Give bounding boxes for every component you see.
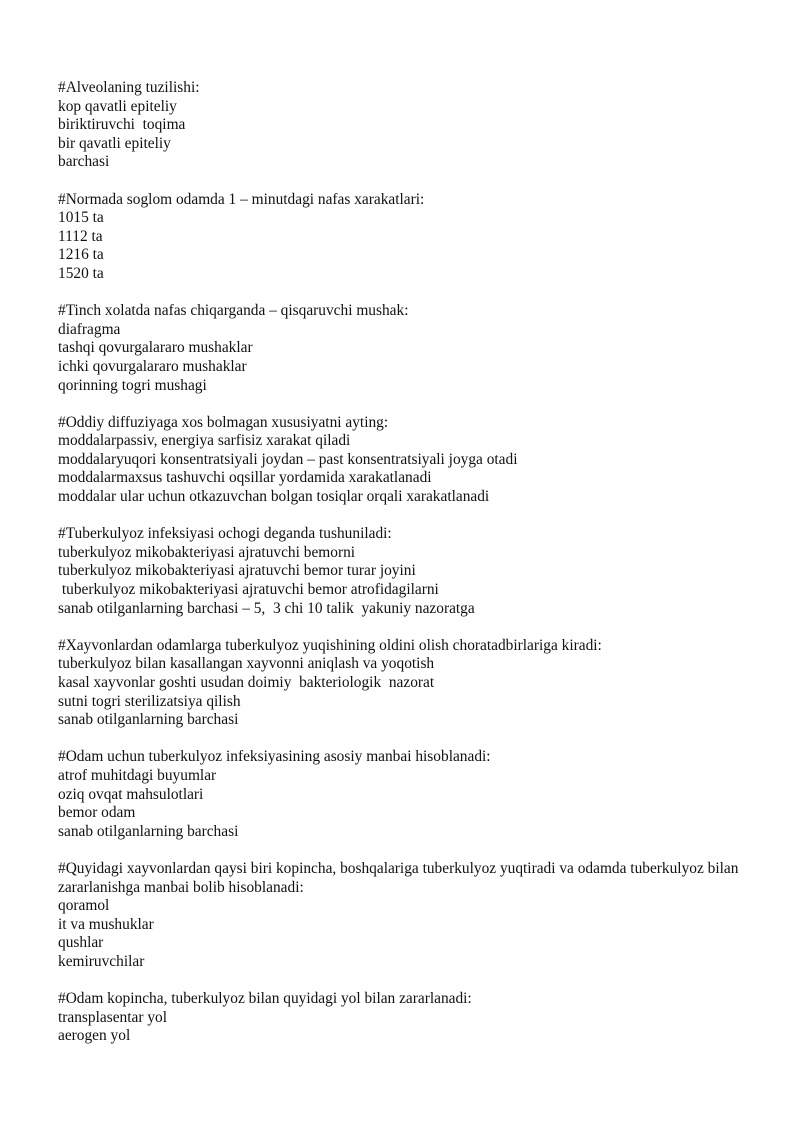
question-text: #Tinch xolatda nafas chiqarganda – qisqaruvchi mushak:	[58, 302, 409, 320]
answer-option: moddalarpassiv, energiya sarfisiz xarakat qiladi	[58, 432, 351, 450]
question-text: #Alveolaning tuzilishi:	[58, 79, 200, 96]
question-block	[58, 525, 760, 618]
answer-option: diafragma	[58, 320, 121, 338]
answer-option: moddalar ular uchun otkazuvchan bolgan tosiqlar orqali xarakatlanadi	[58, 488, 490, 506]
question-block	[58, 637, 760, 730]
answer-option: oziq ovqat mahsulotlari	[58, 785, 204, 803]
answer-option: aerogen yol	[58, 1027, 131, 1045]
question-block	[58, 191, 760, 284]
question-block	[58, 860, 760, 972]
answer-option: moddalaryuqori konsentratsiyali joydan – past konsentratsiyali joyga otadi	[58, 450, 518, 468]
question-block	[58, 414, 760, 507]
question-text: #Xayvonlardan odamlarga tuberkulyoz yuqishining oldini olish choratadbirlariga kiradi:	[58, 636, 602, 654]
answer-option: 1520 ta	[58, 264, 104, 282]
answer-option: barchasi	[58, 153, 110, 171]
answer-option: 1112 ta	[58, 227, 103, 245]
question-text: #Oddiy diffuziyaga xos bolmagan xususiyatni ayting:	[58, 413, 389, 431]
question-text: #Normada soglom odamda 1 – minutdagi nafas xarakatlari:	[58, 190, 425, 208]
answer-option: bemor odam	[58, 804, 136, 822]
answer-option: tuberkulyoz mikobakteriyasi ajratuvchi bemor turar joyini	[58, 562, 416, 580]
answer-option: sanab otilganlarning barchasi – 5, 3 chi 10 talik yakuniy nazoratga	[58, 599, 475, 617]
answer-option: kop qavatli epiteliy	[58, 97, 177, 115]
answer-option: moddalarmaxsus tashuvchi oqsillar yordamida xarakatlanadi	[58, 469, 432, 487]
answer-option: qorinning togri mushagi	[58, 376, 207, 394]
answer-option: 1015 ta	[58, 209, 104, 227]
question-text: #Odam kopincha, tuberkulyoz bilan quyidagi yol bilan zararlanadi:	[58, 990, 472, 1008]
answer-option: kasal xayvonlar goshti usudan doimiy bakteriologik nazorat	[58, 674, 435, 691]
question-block	[58, 79, 760, 172]
question-text: #Quyidagi xayvonlardan qaysi biri kopincha, boshqalariga tuberkulyoz yuqtiradi va odamda tuberkulyoz bilan zararlanishga manbai bolib hisoblanadi:	[58, 859, 743, 896]
answer-option: kemiruvchilar	[58, 952, 145, 970]
answer-option: transplasentar yol	[58, 1008, 167, 1026]
answer-option: tuberkulyoz mikobakteriyasi ajratuvchi bemorni	[58, 543, 356, 561]
answer-option: it va mushuklar	[58, 915, 154, 933]
answer-option: tuberkulyoz mikobakteriyasi ajratuvchi bemor atrofidagilarni	[58, 581, 439, 599]
question-block	[58, 748, 760, 841]
answer-option: ichki qovurgalararo mushaklar	[58, 357, 247, 375]
answer-option: biriktiruvchi toqima	[58, 116, 186, 134]
question-block	[58, 990, 760, 1046]
answer-option: 1216 ta	[58, 246, 104, 264]
question-text: #Tuberkulyoz infeksiyasi ochogi deganda tushuniladi:	[58, 525, 392, 543]
answer-option: bir qavatli epiteliy	[58, 134, 171, 152]
question-text: #Odam uchun tuberkulyoz infeksiyasining asosiy manbai hisoblanadi:	[58, 748, 491, 766]
answer-option: sanab otilganlarning barchasi	[58, 711, 239, 729]
answer-option: qoramol	[58, 897, 110, 915]
answer-option: atrof muhitdagi buyumlar	[58, 766, 217, 784]
answer-option: sutni togri sterilizatsiya qilish	[58, 692, 241, 710]
question-block	[58, 302, 760, 395]
answer-option: tuberkulyoz bilan kasallangan xayvonni aniqlash va yoqotish	[58, 655, 435, 673]
answer-option: sanab otilganlarning barchasi	[58, 822, 239, 840]
answer-option: tashqi qovurgalararo mushaklar	[58, 339, 253, 357]
answer-option: qushlar	[58, 934, 104, 952]
